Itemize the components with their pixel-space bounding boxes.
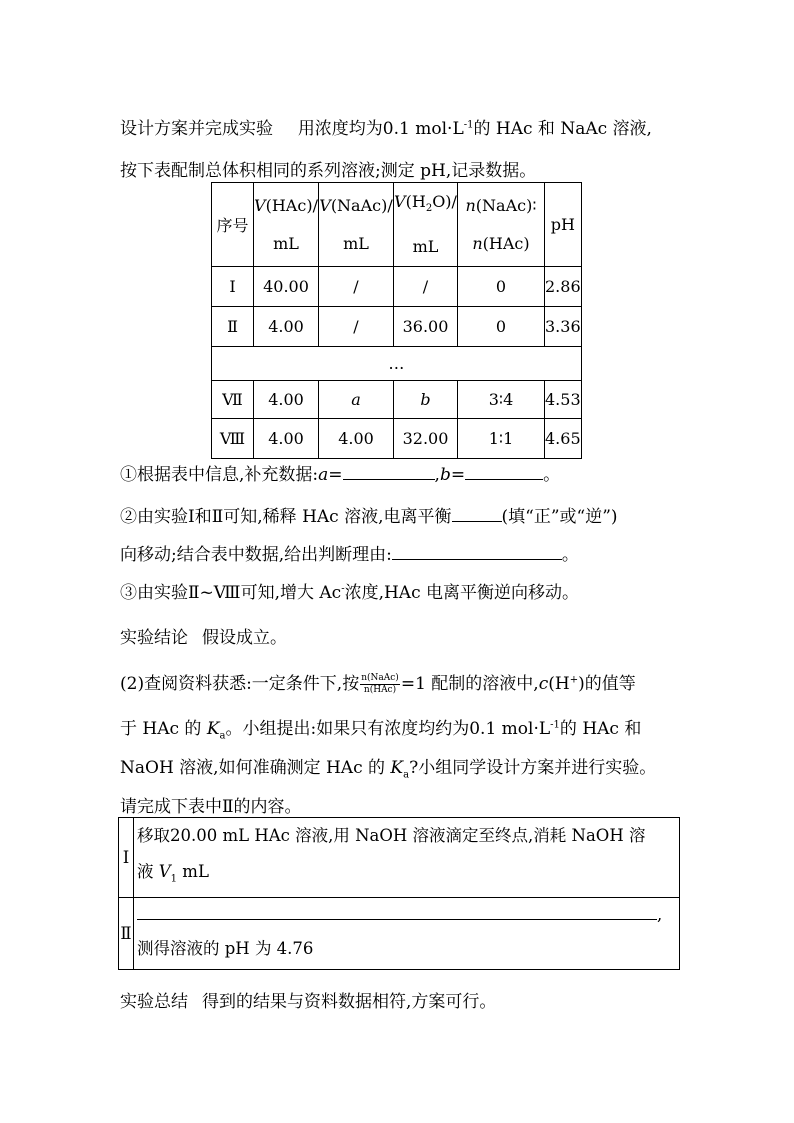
table-row bbox=[212, 267, 582, 307]
cell: 4.53 bbox=[545, 381, 582, 419]
cell: 4.00 bbox=[254, 419, 319, 459]
header-ratio: n(NaAc)∶ n(HAc) bbox=[458, 183, 545, 267]
intro-line-1 bbox=[120, 114, 652, 139]
intro-line-2: 按下表配制总体积相同的系列溶液;测定 pH,记录数据。 bbox=[120, 161, 537, 181]
answer-blank-step-2[interactable] bbox=[137, 903, 657, 920]
cell: 40.00 bbox=[254, 267, 319, 307]
cell: 3∶4 bbox=[458, 381, 545, 419]
cell: 2.86 bbox=[545, 267, 582, 307]
part2-line-1: (2)查阅资料获悉:一定条件下,按 $\frac{\text{n(NaAc)}}{\text{n(HAc)}}$ =1 配制的溶液中,c(H+)的值等 bbox=[120, 673, 636, 695]
table-row bbox=[119, 818, 680, 898]
part2-line-4: 请完成下表中Ⅱ的内容。 bbox=[120, 797, 302, 817]
cell: 4.00 bbox=[254, 381, 319, 419]
header-v-hac: V(HAc)/ mL bbox=[254, 183, 319, 267]
part2-line-2: 于 HAc 的 $K_a$。小组提出:如果只有浓度均约为0.1 $mol\cdot L^{-1}$的 HAc 和 bbox=[120, 719, 642, 742]
ratio-fraction: $\frac{\text{n(NaAc)}}{\text{n(HAc)}}$ bbox=[361, 673, 399, 695]
cell: 3.36 bbox=[545, 307, 582, 347]
answer-blank-direction[interactable] bbox=[452, 505, 502, 522]
cell: 1∶1 bbox=[458, 419, 545, 459]
cell: 36.00 bbox=[394, 307, 458, 347]
part2-line-3: NaOH 溶液,如何准确测定 HAc 的 $K_a$?小组同学设计方案并进行实验。 bbox=[120, 758, 657, 781]
answer-blank-a[interactable] bbox=[343, 463, 435, 480]
cell: 0 bbox=[458, 307, 545, 347]
cell: 0 bbox=[458, 267, 545, 307]
question-2-line-1: ②由实验Ⅰ和Ⅱ可知,稀释 HAc 溶液,电离平衡 (填“正”或“逆”) bbox=[120, 507, 618, 527]
ellipsis: … bbox=[212, 347, 582, 381]
experiment-conclusion: 实验结论 假设成立。 bbox=[120, 628, 287, 648]
dilution-data-table bbox=[211, 182, 582, 459]
cell: / bbox=[319, 267, 394, 307]
table-row bbox=[212, 419, 582, 459]
question-3: ③由实验Ⅱ~Ⅷ可知,增大 Ac-浓度,HAc 电离平衡逆向移动。 bbox=[120, 583, 580, 603]
row-id: Ⅱ bbox=[212, 307, 254, 347]
question-1: ①根据表中信息,补充数据:a= ,b= 。 bbox=[120, 465, 561, 485]
cell: a bbox=[319, 381, 394, 419]
table-row bbox=[212, 307, 582, 347]
row-id: Ⅰ bbox=[119, 818, 134, 898]
header-v-h2o: $V(H_2O)/$ mL bbox=[394, 183, 458, 267]
table-row-ellipsis bbox=[212, 347, 582, 381]
experiment-summary: 实验总结 得到的结果与资料数据相符,方案可行。 bbox=[120, 992, 497, 1012]
procedure-table bbox=[118, 817, 680, 970]
header-ph: pH bbox=[545, 183, 582, 267]
answer-blank-b[interactable] bbox=[465, 463, 543, 480]
header-seq: 序号 bbox=[212, 183, 254, 267]
table-row bbox=[212, 381, 582, 419]
intro-text-b: 的 HAc 和 NaAc 溶液, bbox=[473, 119, 652, 139]
cell: 4.65 bbox=[545, 419, 582, 459]
question-2-line-2: 向移动;结合表中数据,给出判断理由: 。 bbox=[120, 545, 579, 565]
cell: 4.00 bbox=[319, 419, 394, 459]
intro-sup: -1 bbox=[463, 119, 474, 131]
intro-label: 设计方案并完成实验 bbox=[120, 119, 273, 139]
cell: / bbox=[394, 267, 458, 307]
row-id: Ⅷ bbox=[212, 419, 254, 459]
answer-blank-reason[interactable] bbox=[392, 543, 562, 560]
row-id: Ⅱ bbox=[119, 898, 134, 970]
row-id: Ⅰ bbox=[212, 267, 254, 307]
cell: 4.00 bbox=[254, 307, 319, 347]
cell: b bbox=[394, 381, 458, 419]
procedure-step-2: , 测得溶液的 pH 为 4.76 bbox=[134, 898, 680, 970]
header-v-naac: V(NaAc)/ mL bbox=[319, 183, 394, 267]
row-id: Ⅶ bbox=[212, 381, 254, 419]
intro-text-a: 用浓度均为0.1 mol·L bbox=[297, 119, 464, 139]
cell: 32.00 bbox=[394, 419, 458, 459]
procedure-step-1: 移取20.00 mL HAc 溶液,用 NaOH 溶液滴定至终点,消耗 NaOH 溶 液 $V_1$ mL bbox=[134, 818, 680, 898]
table-row bbox=[119, 898, 680, 970]
cell: / bbox=[319, 307, 394, 347]
